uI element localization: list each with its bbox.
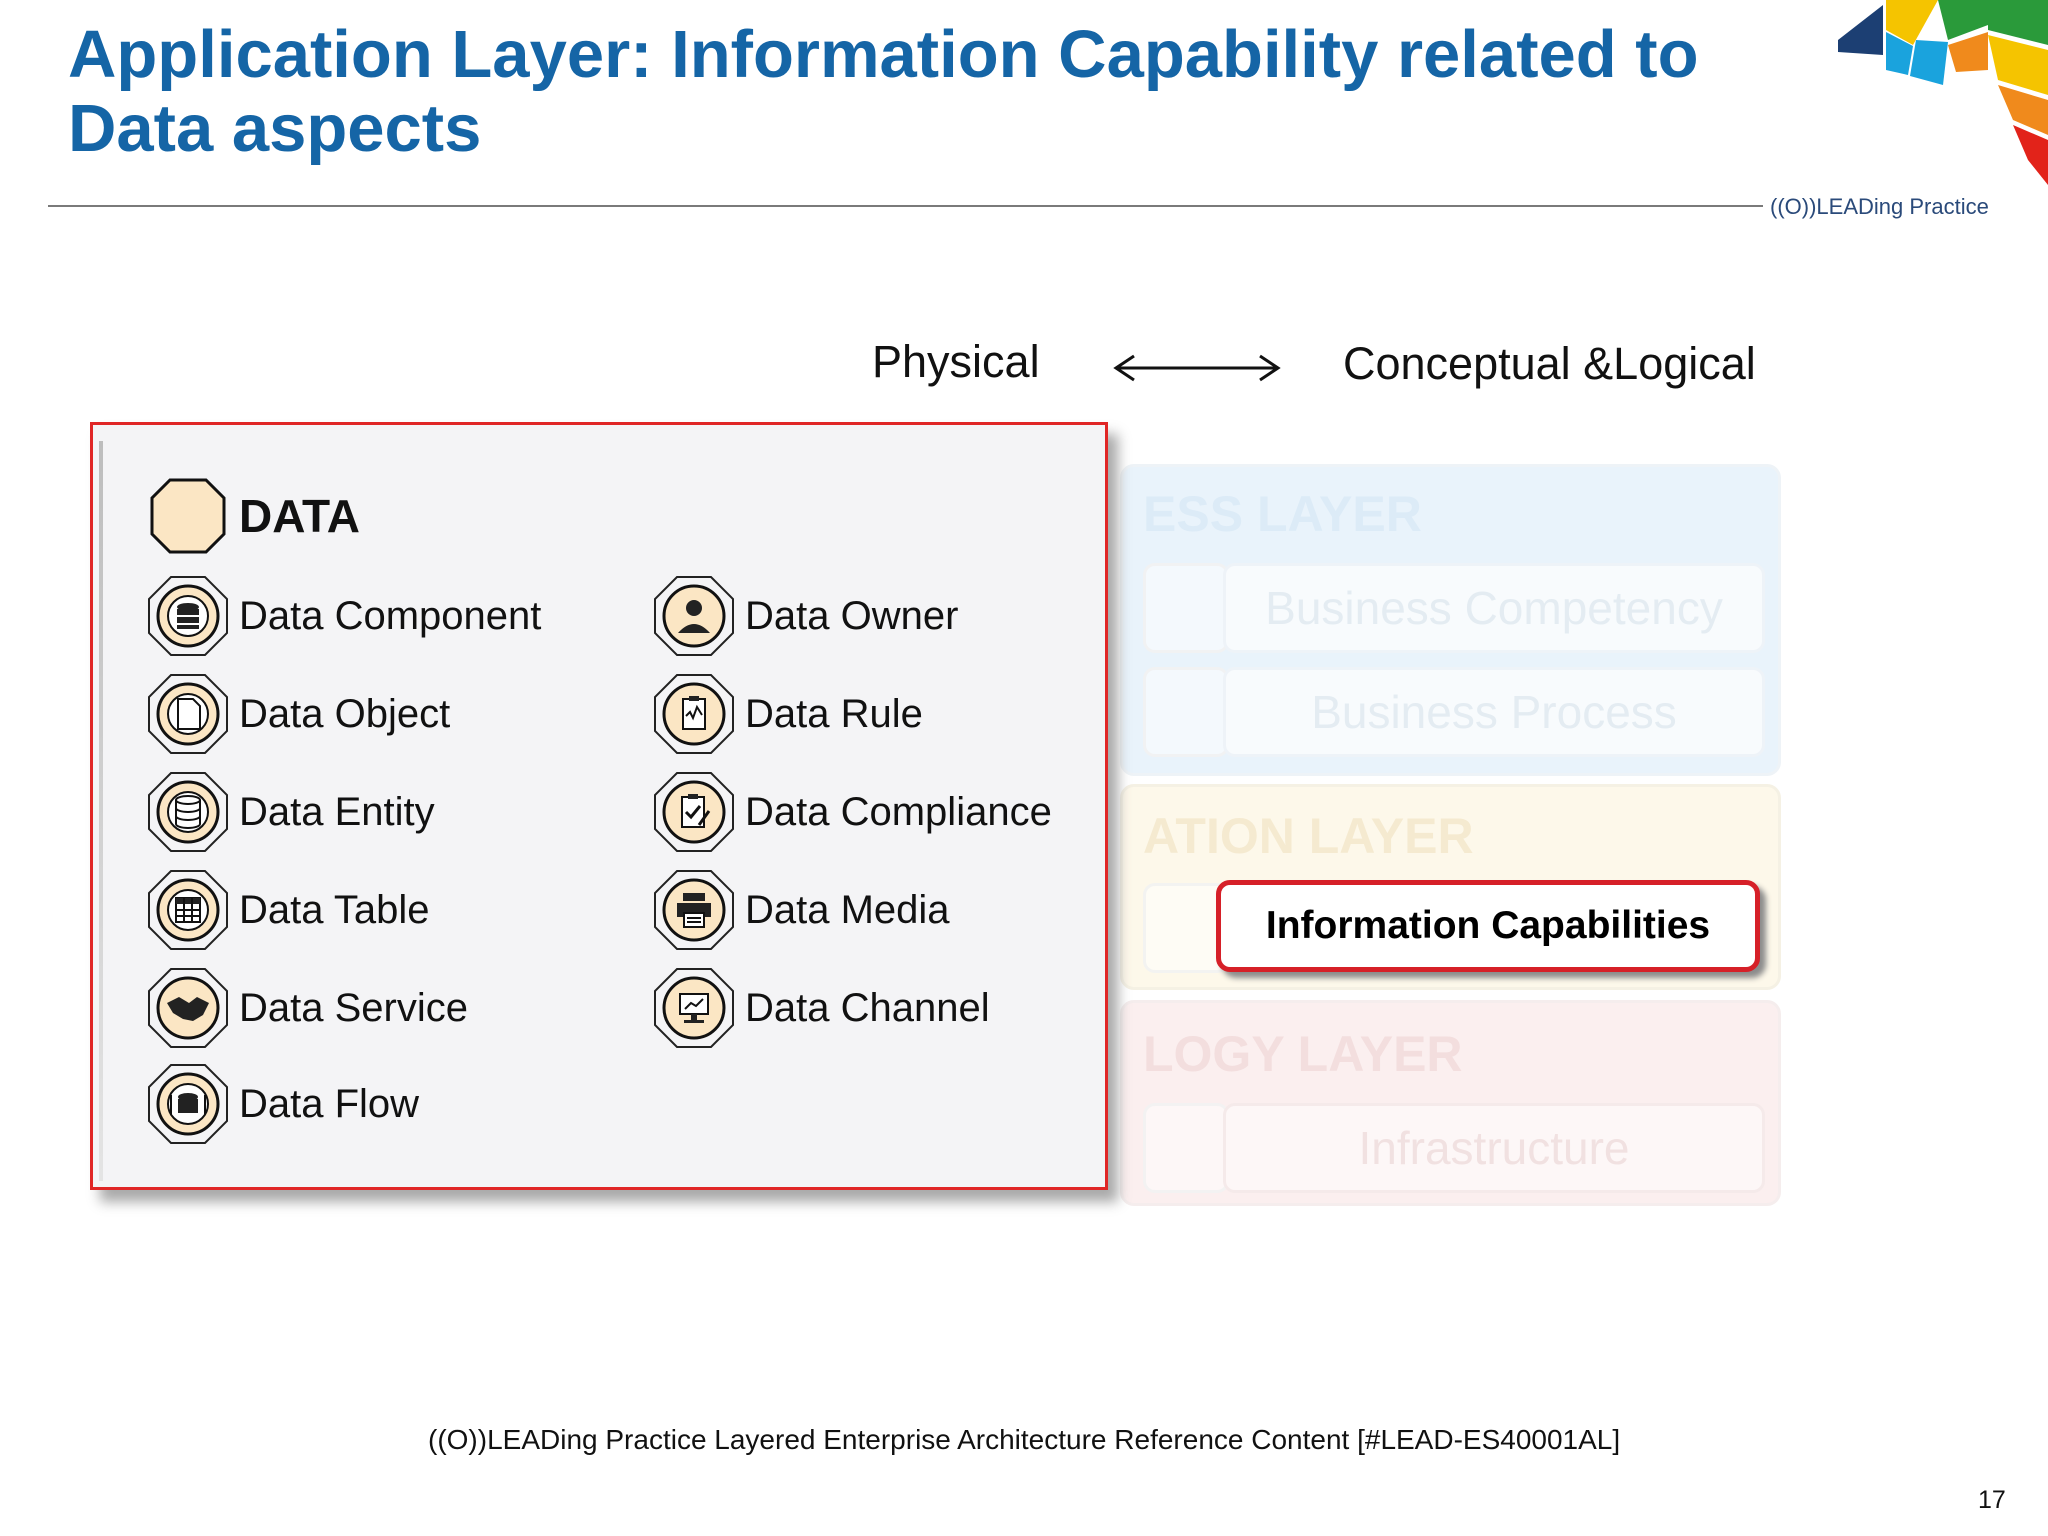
handshake-icon [143, 963, 233, 1053]
data-flow-item [143, 1059, 419, 1149]
data-owner-label: Data Owner [745, 593, 959, 638]
data-object-label: Data Object [239, 691, 451, 736]
data-entity-label: Data Entity [239, 789, 435, 834]
data-media-item [649, 865, 950, 955]
technology-layer-stub [1143, 1103, 1229, 1193]
technology-layer-title: LOGY LAYER [1143, 1026, 1463, 1082]
information-capabilities-box: Information Capabilities [1216, 880, 1760, 972]
data-entity-item [143, 767, 435, 857]
data-channel-item [649, 963, 990, 1053]
slide-title-line-2: Data aspects [68, 91, 482, 166]
data-objects-panel [90, 422, 1108, 1190]
data-compliance-label: Data Compliance [745, 789, 1052, 834]
conceptual-logical-label: Conceptual &Logical [1343, 338, 1756, 389]
data-heading-label: DATA [239, 490, 360, 542]
technology-layer-background [1120, 1000, 1781, 1206]
data-owner-item [649, 571, 958, 661]
business-process-cell: Business Process [1223, 667, 1765, 757]
page-number: 17 [1978, 1486, 2006, 1514]
clipboard-check-icon [649, 767, 739, 857]
slide-title [68, 18, 1768, 166]
application-layer-title: ATION LAYER [1143, 808, 1474, 864]
monitor-icon [649, 963, 739, 1053]
data-flow-label: Data Flow [239, 1081, 420, 1126]
database-cylinder-icon [143, 767, 233, 857]
data-media-label: Data Media [745, 887, 950, 932]
data-object-item [143, 669, 450, 759]
document-icon [143, 669, 233, 759]
data-table-label: Data Table [239, 887, 430, 932]
printer-icon [649, 865, 739, 955]
slide-title-line-1: Application Layer: Information Capability related to [68, 17, 1699, 92]
data-rule-item [649, 669, 923, 759]
physical-label: Physical [872, 336, 1040, 387]
data-service-item [143, 963, 468, 1053]
clipboard-chart-icon [649, 669, 739, 759]
double-arrow-icon [1112, 350, 1282, 386]
data-table-item [143, 865, 430, 955]
data-component-item [143, 571, 541, 661]
business-competency-cell: Business Competency [1223, 563, 1765, 653]
business-layer-stub [1143, 667, 1229, 757]
business-layer-stub [1143, 563, 1229, 653]
title-divider [48, 205, 1763, 207]
database-stack-icon [143, 571, 233, 661]
brand-logo-text: ((O))LEADing Practice [1770, 194, 1989, 219]
data-compliance-item [649, 767, 1052, 857]
data-rule-label: Data Rule [745, 691, 923, 736]
data-service-label: Data Service [239, 985, 468, 1030]
brand-mosaic-logo [1838, 0, 2048, 185]
panel-edge-shadow [99, 441, 103, 1181]
footer-reference: ((O))LEADing Practice Layered Enterprise Architecture Reference Content [#LEAD-ES40001AL] [428, 1424, 1621, 1455]
data-octagon-icon [143, 471, 233, 561]
data-channel-label: Data Channel [745, 985, 990, 1030]
business-layer-background [1120, 464, 1781, 776]
person-icon [649, 571, 739, 661]
business-layer-title: ESS LAYER [1143, 486, 1422, 542]
table-grid-icon [143, 865, 233, 955]
infrastructure-cell: Infrastructure [1223, 1103, 1765, 1193]
data-flow-icon [143, 1059, 233, 1149]
data-heading [143, 471, 360, 561]
data-component-label: Data Component [239, 593, 542, 638]
